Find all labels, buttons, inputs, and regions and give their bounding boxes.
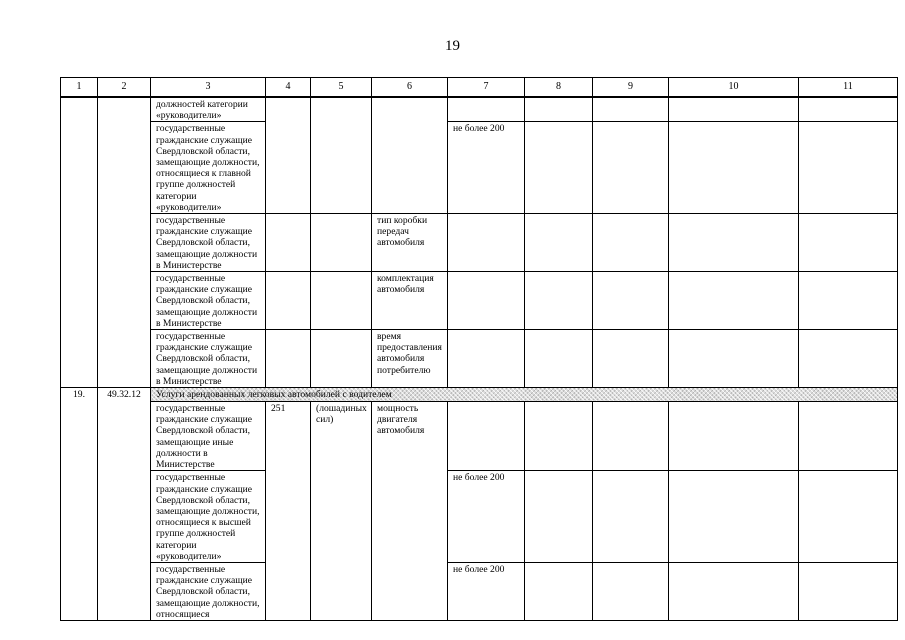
section-number: 19. bbox=[61, 388, 98, 621]
cell-empty bbox=[799, 214, 898, 272]
requirements-table bbox=[60, 77, 898, 621]
cell-empty bbox=[669, 402, 799, 471]
cell-empty bbox=[669, 562, 799, 620]
page-number: 19 bbox=[445, 38, 460, 54]
characteristic-cell: комплектация автомобиля bbox=[372, 272, 448, 330]
employee-category-cell: государственные гражданские служащие Свердловской области, замещающие должности, относящиеся к высшей группе должностей категории «руководители» bbox=[151, 471, 266, 563]
employee-category-cell: государственные гражданские служащие Свердловской области, замещающие должности в Министерстве bbox=[151, 214, 266, 272]
column-number: 9 bbox=[593, 78, 669, 98]
column-number: 7 bbox=[448, 78, 525, 98]
cell-empty bbox=[593, 97, 669, 122]
cell-empty bbox=[799, 272, 898, 330]
cell-empty bbox=[593, 214, 669, 272]
table-row bbox=[61, 402, 898, 471]
cell-empty bbox=[593, 402, 669, 471]
cell-empty bbox=[799, 402, 898, 471]
column-number: 2 bbox=[98, 78, 151, 98]
cell-empty bbox=[98, 97, 151, 388]
cell-empty bbox=[669, 272, 799, 330]
cell-empty bbox=[593, 330, 669, 388]
column-number: 3 bbox=[151, 78, 266, 98]
column-number-row bbox=[61, 78, 898, 98]
column-number: 10 bbox=[669, 78, 799, 98]
cell-empty bbox=[593, 471, 669, 563]
cell-empty bbox=[669, 214, 799, 272]
cell-empty bbox=[266, 214, 311, 272]
cell-empty bbox=[448, 330, 525, 388]
employee-category-cell: государственные гражданские служащие Свердловской области, замещающие должности, относящиеся bbox=[151, 562, 266, 620]
cell-empty bbox=[593, 562, 669, 620]
cell-empty bbox=[669, 97, 799, 122]
table-row bbox=[61, 122, 898, 214]
cell-empty bbox=[311, 330, 372, 388]
cell-empty bbox=[448, 402, 525, 471]
cell-empty bbox=[799, 471, 898, 563]
limit-value-cell: не более 200 bbox=[448, 471, 525, 563]
employee-category-cell: государственные гражданские служащие Свердловской области, замещающие должности в Министерстве bbox=[151, 330, 266, 388]
cell-empty bbox=[311, 272, 372, 330]
employee-category-cell: государственные гражданские служащие Свердловской области, замещающие иные должности в Министерстве bbox=[151, 402, 266, 471]
cell-empty bbox=[372, 97, 448, 214]
cell-empty bbox=[448, 272, 525, 330]
table-row bbox=[61, 97, 898, 122]
employee-category-cell: государственные гражданские служащие Свердловской области, замещающие должности, относящиеся к главной группе должностей категории «руководители» bbox=[151, 122, 266, 214]
column-number: 8 bbox=[525, 78, 593, 98]
cell-empty bbox=[61, 97, 98, 388]
column-number: 5 bbox=[311, 78, 372, 98]
section-row bbox=[61, 388, 898, 402]
cell-empty bbox=[448, 214, 525, 272]
table-row bbox=[61, 471, 898, 563]
cell-empty bbox=[799, 330, 898, 388]
table-row bbox=[61, 330, 898, 388]
section-code: 49.32.12 bbox=[98, 388, 151, 621]
table-row bbox=[61, 562, 898, 620]
cell-empty bbox=[311, 97, 372, 214]
limit-value-cell: не более 200 bbox=[448, 122, 525, 214]
table-row bbox=[61, 214, 898, 272]
cell-empty bbox=[593, 272, 669, 330]
cell-empty bbox=[266, 272, 311, 330]
cell-empty bbox=[669, 122, 799, 214]
cell-empty bbox=[669, 330, 799, 388]
cell-empty bbox=[669, 471, 799, 563]
cell-empty bbox=[525, 471, 593, 563]
cell-empty bbox=[525, 330, 593, 388]
cell-empty bbox=[311, 214, 372, 272]
employee-category-cell: государственные гражданские служащие Свердловской области, замещающие должности в Министерстве bbox=[151, 272, 266, 330]
cell-empty bbox=[448, 97, 525, 122]
limit-value-cell: не более 200 bbox=[448, 562, 525, 620]
characteristic-cell: время предоставления автомобиля потребителю bbox=[372, 330, 448, 388]
unit-name-cell: (лошадиных сил) bbox=[311, 402, 372, 621]
column-number: 4 bbox=[266, 78, 311, 98]
cell-empty bbox=[525, 122, 593, 214]
characteristic-cell: мощность двигателя автомобиля bbox=[372, 402, 448, 621]
cell-empty bbox=[525, 402, 593, 471]
cell-empty bbox=[525, 562, 593, 620]
column-number: 1 bbox=[61, 78, 98, 98]
cell-empty bbox=[525, 97, 593, 122]
cell-empty bbox=[799, 562, 898, 620]
unit-code-cell: 251 bbox=[266, 402, 311, 621]
cell-empty bbox=[525, 272, 593, 330]
section-title: Услуги арендованных легковых автомобилей с водителем bbox=[151, 388, 898, 402]
cell-empty bbox=[266, 330, 311, 388]
cell-empty bbox=[799, 122, 898, 214]
cell-empty bbox=[593, 122, 669, 214]
cell-empty bbox=[799, 97, 898, 122]
characteristic-cell: тип коробки передач автомобиля bbox=[372, 214, 448, 272]
column-number: 11 bbox=[799, 78, 898, 98]
table-row bbox=[61, 272, 898, 330]
employee-category-cell: должностей категории «руководители» bbox=[151, 97, 266, 122]
cell-empty bbox=[525, 214, 593, 272]
cell-empty bbox=[266, 97, 311, 214]
column-number: 6 bbox=[372, 78, 448, 98]
